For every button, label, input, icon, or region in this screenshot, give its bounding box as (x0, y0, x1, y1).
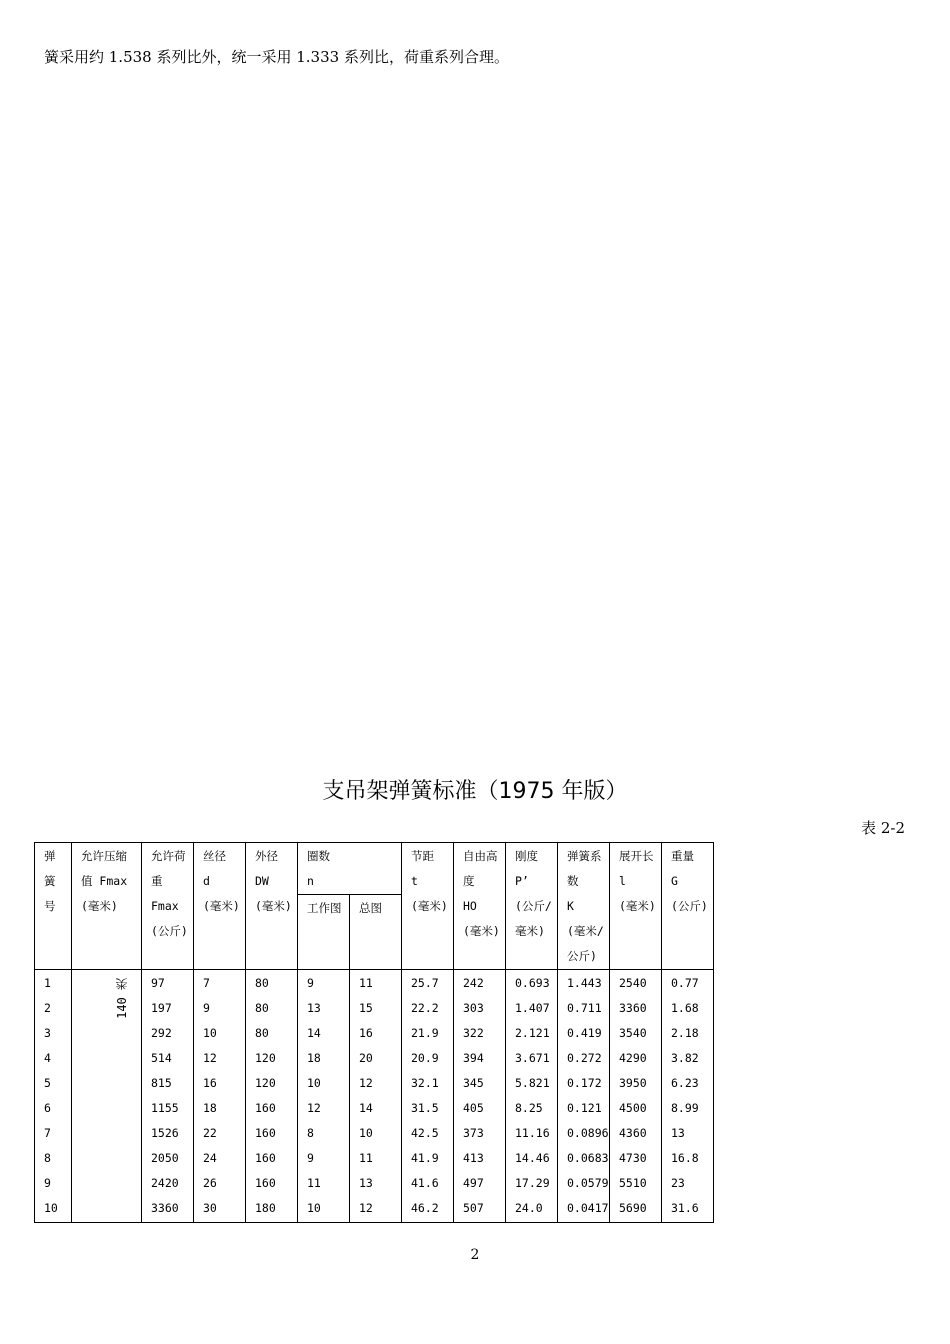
header-load: 允许荷 重 Fmax (公斤) (142, 843, 194, 970)
header-spring-no: 弹 簧 号 (35, 843, 72, 970)
header-weight: 重量 G (公斤) (662, 843, 714, 970)
header-stiffness: 刚度 P’ (公斤/ 毫米) (506, 843, 558, 970)
col-spring-coefficient: 1.443 0.711 0.419 0.272 0.172 0.121 0.0896 0.0683 0.0579 0.0417 (558, 970, 610, 1223)
header-pitch: 节距 t (毫米) (402, 843, 454, 970)
header-coils-total: 总图 (350, 895, 402, 970)
header-wire-diameter: 丝径 d (毫米) (194, 843, 246, 970)
col-wire-diameter: 7 9 10 12 16 18 22 24 26 30 (194, 970, 246, 1223)
col-category (72, 970, 142, 1223)
header-row (35, 843, 714, 895)
category-label: 140 类 (115, 978, 129, 1019)
table-data-row (35, 970, 714, 1223)
table-title: 支吊架弹簧标准（1975 年版） (322, 779, 628, 804)
col-outer-diameter: 80 80 80 120 120 160 160 160 160 180 (246, 970, 298, 1223)
col-unfolded-length: 2540 3360 3540 4290 3950 4500 4360 4730 5510 5690 (610, 970, 662, 1223)
col-load: 97 197 292 514 815 1155 1526 2050 2420 3360 (142, 970, 194, 1223)
header-free-height: 自由高 度 HO (毫米) (454, 843, 506, 970)
col-coils-working: 9 13 14 18 10 12 8 9 11 10 (298, 970, 350, 1223)
page-number: 2 (470, 1247, 480, 1263)
col-pitch: 25.7 22.2 21.9 20.9 32.1 31.5 42.5 41.9 41.6 46.2 (402, 970, 454, 1223)
spring-spec-table (34, 842, 714, 1223)
header-coils: 圈数 n (298, 843, 402, 895)
intro-paragraph: 簧采用约 1.538 系列比外，统一采用 1.333 系列比，荷重系列合理。 (44, 48, 509, 66)
header-spring-coefficient: 弹簧系 数 K (毫米/ 公斤) (558, 843, 610, 970)
table-number: 表 2-2 (861, 819, 905, 837)
col-coils-total: 11 15 16 20 12 14 10 11 13 12 (350, 970, 402, 1223)
header-outer-diameter: 外径 DW (毫米) (246, 843, 298, 970)
header-fmax: 允许压缩 值 Fmax (毫米) (72, 843, 142, 970)
header-coils-working: 工作图 (298, 895, 350, 970)
col-spring-no: 1 2 3 4 5 6 7 8 9 10 (35, 970, 72, 1223)
col-weight: 0.77 1.68 2.18 3.82 6.23 8.99 13 16.8 23 31.6 (662, 970, 714, 1223)
col-free-height: 242 303 322 394 345 405 373 413 497 507 (454, 970, 506, 1223)
col-stiffness: 0.693 1.407 2.121 3.671 5.821 8.25 11.16 14.46 17.29 24.0 (506, 970, 558, 1223)
header-unfolded-length: 展开长 l (毫米) (610, 843, 662, 970)
